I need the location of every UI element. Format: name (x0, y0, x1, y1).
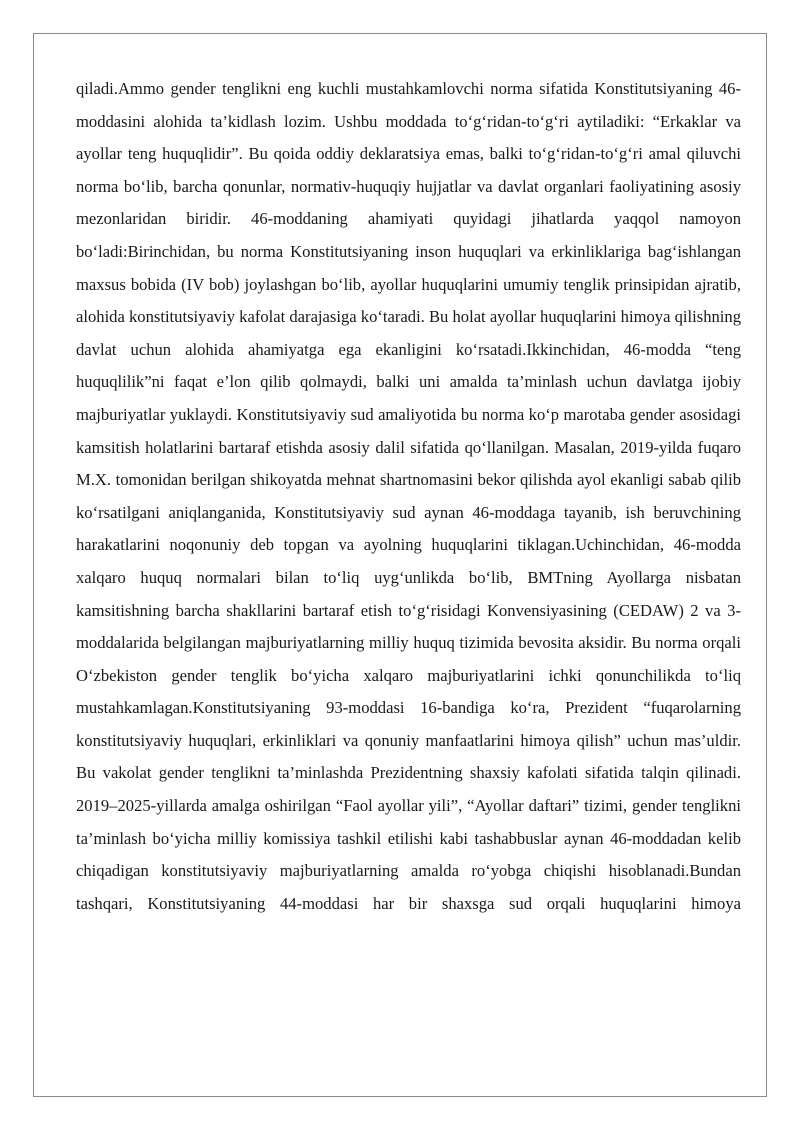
body-paragraph: qiladi.Ammo gender tenglikni eng kuchli mustahkamlovchi norma sifatida Konstitutsiyaning 46-moddasini alohida ta’kidlash lozim. Ushbu moddada to‘g‘ridan-to‘g‘ri aytiladiki: “Erkaklar va ayollar teng huquqlidir”. Bu qoida oddiy deklaratsiya emas, balki to‘g‘ridan-to‘g‘ri amal qiluvchi norma bo‘lib, barcha qonunlar, normativ-huquqiy hujjatlar va davlat organlari faoliyatining asosiy mezonlaridan biridir. 46-moddaning ahamiyati quyidagi jihatlarda yaqqol namoyon bo‘ladi:Birinchidan, bu norma Konstitutsiyaning inson huquqlari va erkinliklariga bag‘ishlangan maxsus bobida (IV bob) joylashgan bo‘lib, ayollar huquqlarini umumiy tenglik prinsipidan ajratib, alohida konstitutsiyaviy kafolat darajasiga ko‘taradi. Bu holat ayollar huquqlarini himoya qilishning davlat uchun alohida ahamiyatga ega ekanligini ko‘rsatadi.Ikkinchidan, 46-modda “teng huquqlilik”ni faqat e’lon qilib qolmaydi, balki uni amalda ta’minlash uchun davlatga ijobiy majburiyatlar yuklaydi. Konstitutsiyaviy sud amaliyotida bu norma ko‘p marotaba gender asosidagi kamsitish holatlarini bartaraf etishda asosiy dalil sifatida qo‘llanilgan. Masalan, 2019-yilda fuqaro M.X. tomonidan berilgan shikoyatda mehnat shartnomasini bekor qilishda ayol ekanligi sabab qilib ko‘rsatilgani aniqlanganida, Konstitutsiyaviy sud aynan 46-moddaga tayanib, ish beruvchining harakatlarini noqonuniy deb topgan va ayolning huquqlarini tiklagan.Uchinchidan, 46-modda xalqaro huquq normalari bilan to‘liq uyg‘unlikda bo‘lib, BMTning Ayollarga nisbatan kamsitishning barcha shakllarini bartaraf etish to‘g‘risidagi Konvensiyasining (CEDAW) 2 va 3-moddalarida belgilangan majburiyatlarning milliy huquq tizimida bevosita aksidir. Bu norma orqali O‘zbekiston gender tenglik bo‘yicha xalqaro majburiyatlarini ichki qonunchilikda to‘liq mustahkamlagan.Konstitutsiyaning 93-moddasi 16-bandiga ko‘ra, Prezident “fuqarolarning konstitutsiyaviy huquqlari, erkinliklari va qonuniy manfaatlarini himoya qilish” uchun mas’uldir. Bu vakolat gender tenglikni ta’minlashda Prezidentning shaxsiy kafolati sifatida talqin qilinadi. 2019–2025-yillarda amalga oshirilgan “Faol ayollar yili”, “Ayollar daftari” tizimi, gender tenglikni ta’minlash bo‘yicha milliy komissiya tashkil etilishi kabi tashabbuslar aynan 46-moddadan kelib chiqadigan konstitutsiyaviy majburiyatlarning amalda ro‘yobga chiqishi hisoblanadi.Bundan tashqari, Konstitutsiyaning 44-moddasi har bir shaxsga sud orqali huquqlarini himoya (76, 79, 741, 913)
